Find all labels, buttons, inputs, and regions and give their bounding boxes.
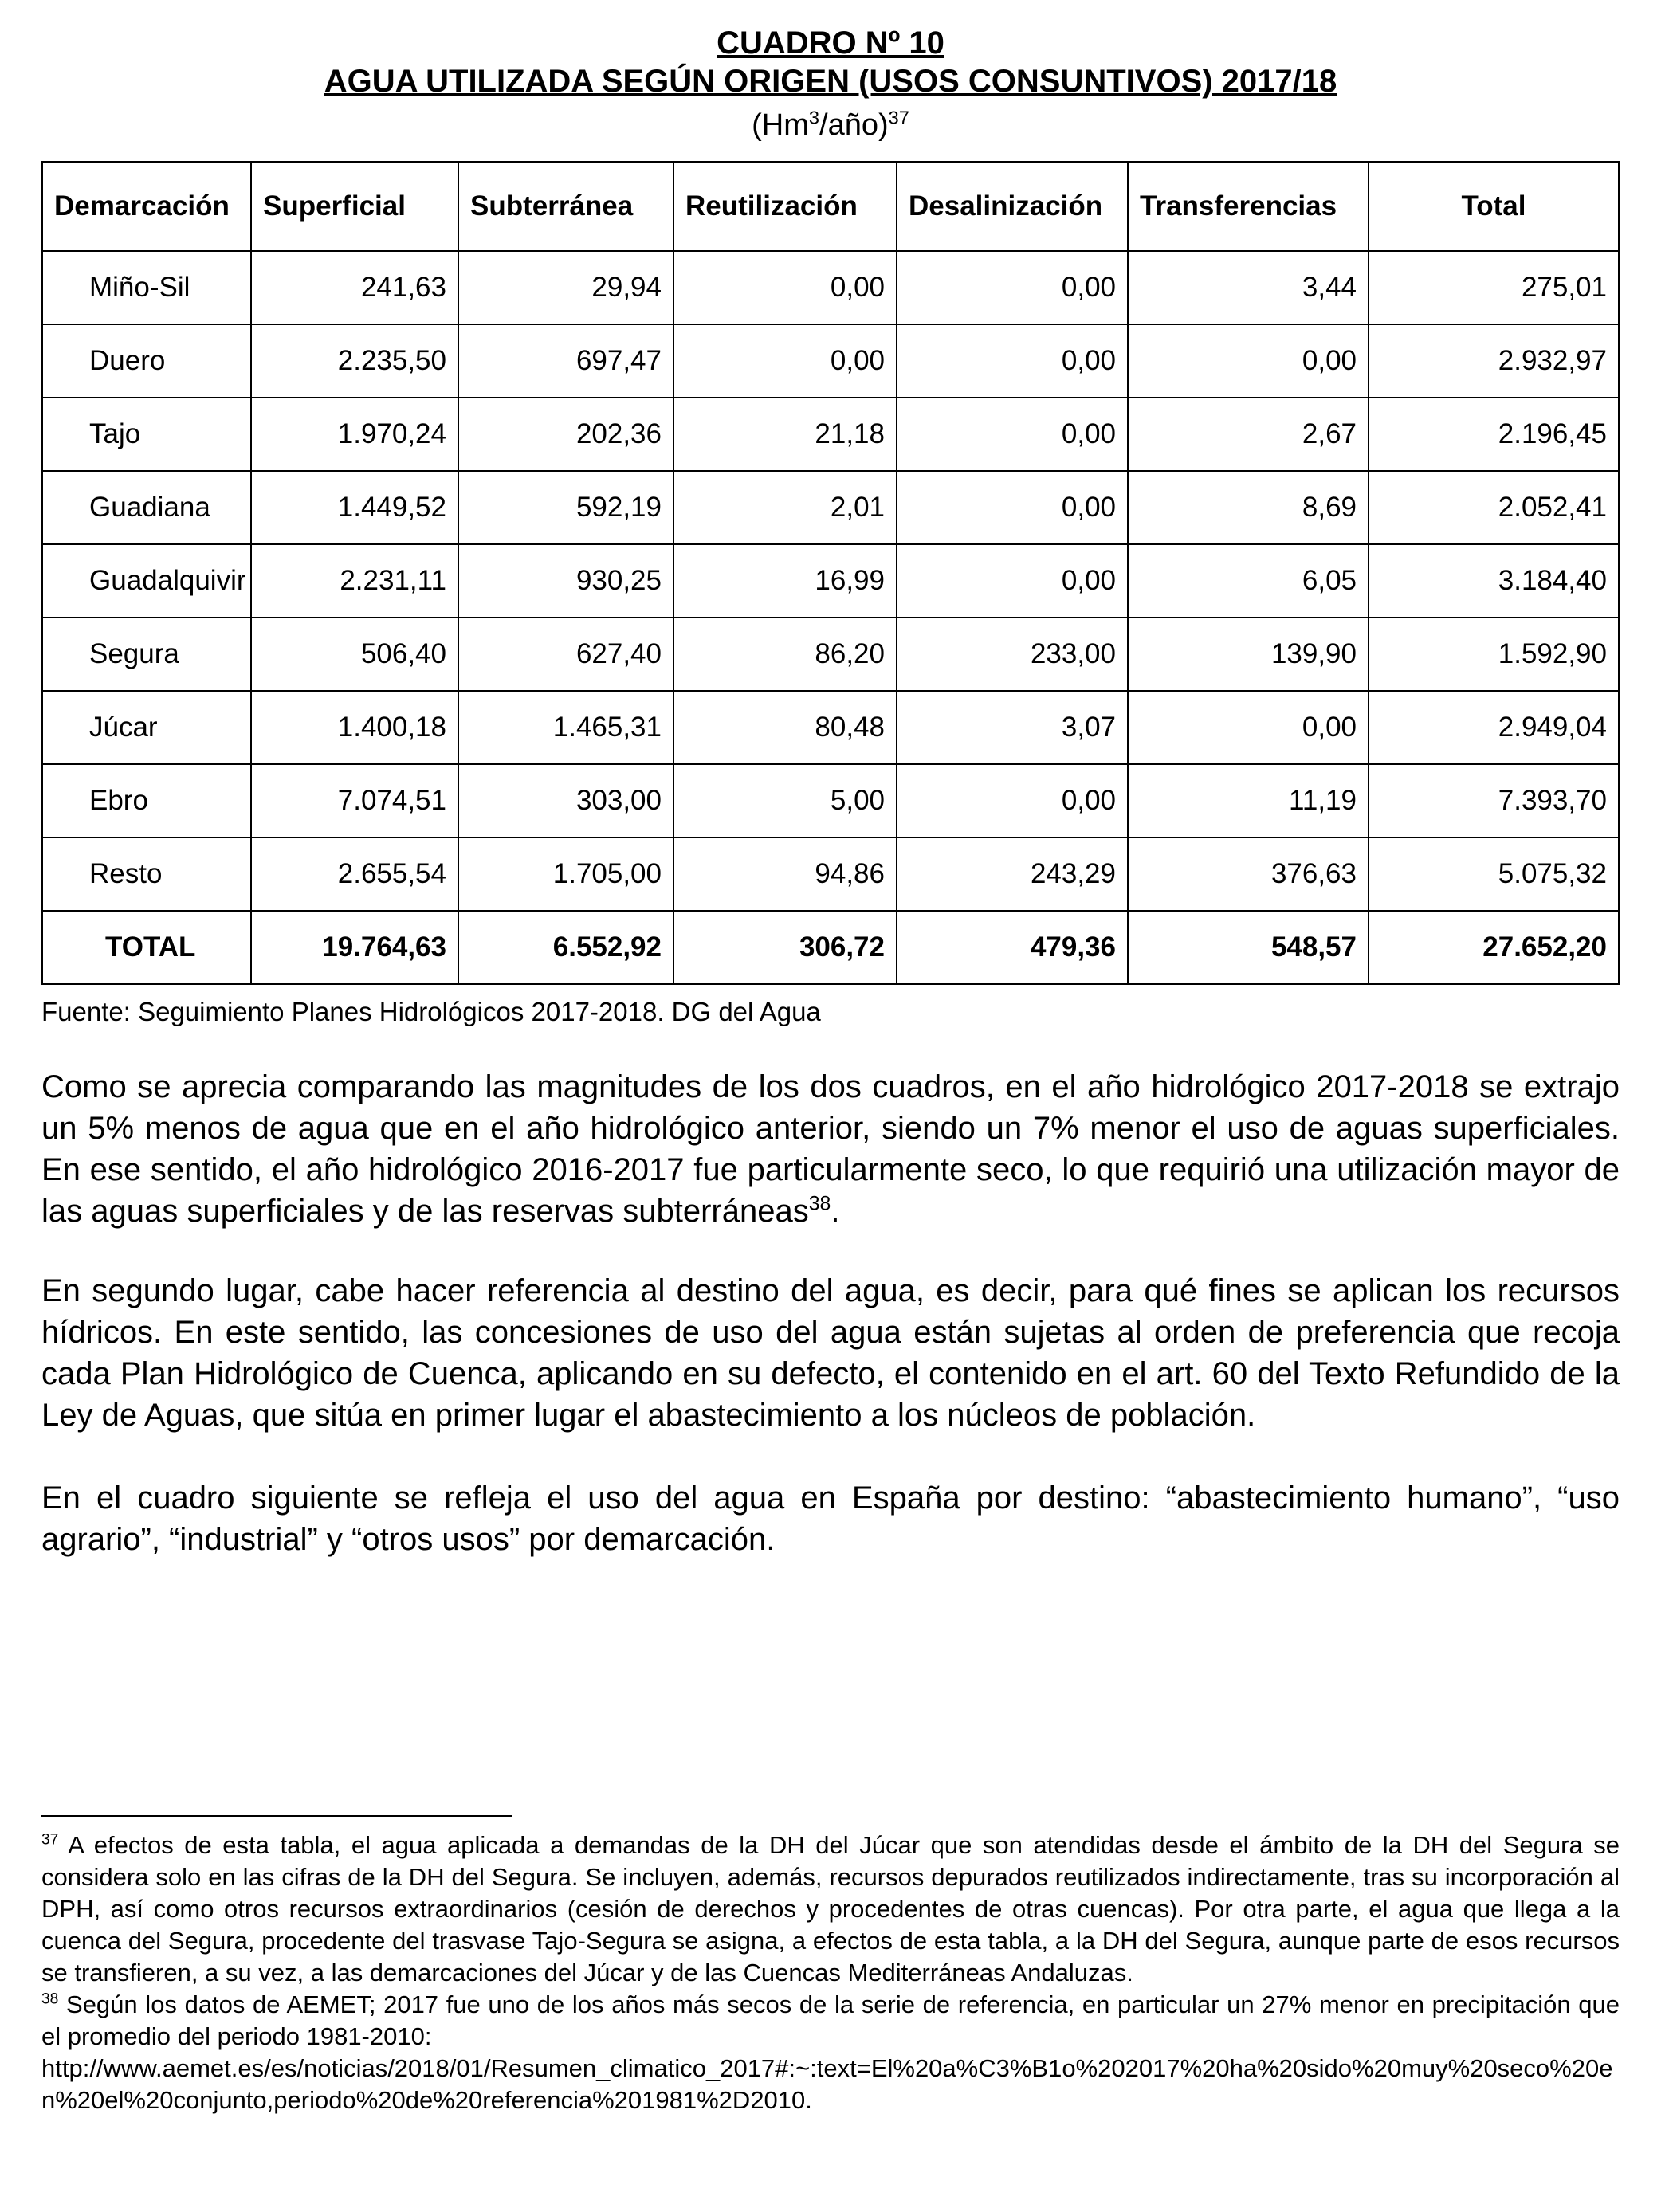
value-cell: 2,01 <box>673 471 897 544</box>
paragraph-next-table: En el cuadro siguiente se refleja el uso del agua en España por destino: “abastecimiento humano”, “uso agrario”, “industrial” y “otros usos” por demarcación. <box>41 1481 1620 1557</box>
value-cell: 303,00 <box>458 764 673 837</box>
value-cell: 16,99 <box>673 544 897 618</box>
column-header: Desalinización <box>897 162 1128 251</box>
value-cell: 376,63 <box>1128 837 1369 911</box>
paragraph-comparison: Como se aprecia comparando las magnitudes de los dos cuadros, en el año hidrológico 2017-2018 se extrajo un 5% menos de agua que en el año hidrológico anterior, siendo un 7% menor el uso de aguas superficiales. En ese sentido, el año hidrológico 2016-2017 fue particularmente seco, lo que requirió una utilización mayor de las aguas superficiales y de las reservas subterráneas$^{38}$. <box>41 1069 1620 1229</box>
value-cell: 19.764,63 <box>251 911 458 984</box>
value-cell: 80,48 <box>673 691 897 764</box>
value-cell: 29,94 <box>458 251 673 324</box>
value-cell: 243,29 <box>897 837 1128 911</box>
table-row <box>42 324 1619 398</box>
value-cell: 2.196,45 <box>1369 398 1619 471</box>
value-cell: 1.970,24 <box>251 398 458 471</box>
demarcation-cell: Resto <box>42 837 251 911</box>
document-page <box>41 24 1620 1560</box>
value-cell: 3,44 <box>1128 251 1369 324</box>
value-cell: 1.449,52 <box>251 471 458 544</box>
table-number-title: CUADRO Nº 10 <box>717 25 944 61</box>
value-cell: 2.235,50 <box>251 324 458 398</box>
aemet-link[interactable]: http://www.aemet.es/es/noticias/2018/01/Resumen_climatico_2017#:~:text=El%20a%C3%B1o%202017%20ha%20sido%20muy%20seco%20en%20el%20conjunto,periodo%20de%20referencia%201981%2D2010. <box>41 2054 1613 2114</box>
value-cell: 27.652,20 <box>1369 911 1619 984</box>
value-cell: 1.705,00 <box>458 837 673 911</box>
value-cell: 0,00 <box>897 544 1128 618</box>
value-cell: 6,05 <box>1128 544 1369 618</box>
footnotes <box>41 1830 1620 2116</box>
value-cell: 697,47 <box>458 324 673 398</box>
footnote-ref-38[interactable]: 38 <box>808 1193 831 1215</box>
column-header: Reutilización <box>673 162 897 251</box>
value-cell: 1.592,90 <box>1369 618 1619 691</box>
demarcation-cell: TOTAL <box>42 911 251 984</box>
value-cell: 5.075,32 <box>1369 837 1619 911</box>
demarcation-cell: Miño-Sil <box>42 251 251 324</box>
value-cell: 241,63 <box>251 251 458 324</box>
value-cell: 548,57 <box>1128 911 1369 984</box>
table-body <box>42 251 1619 984</box>
value-cell: 1.465,31 <box>458 691 673 764</box>
value-cell: 479,36 <box>897 911 1128 984</box>
value-cell: 86,20 <box>673 618 897 691</box>
paragraph-destination: En segundo lugar, cabe hacer referencia al destino del agua, es decir, para qué fines se aplican los recursos hídricos. En este sentido, las concesiones de uso del agua están sujetas al orden de preferencia que recoja cada Plan Hidrológico de Cuenca, aplicando en su defecto, el contenido en el art. 60 del Texto Refundido de la Ley de Aguas, que sitúa en primer lugar el abastecimiento a los núcleos de población. <box>41 1273 1620 1433</box>
value-cell: 5,00 <box>673 764 897 837</box>
value-cell: 2.949,04 <box>1369 691 1619 764</box>
table-row <box>42 471 1619 544</box>
footnote-37: $^{37}$ A efectos de esta tabla, el agua aplicada a demandas de la DH del Júcar que son atendidas desde el ámbito de la DH del Segura se considera solo en las cifras de la DH del Segura. Se incluyen, además, recursos depurados reutilizados indirectamente, tras su incorporación al DPH, así como otros recursos extraordinarios (cesión de derechos y procedentes de otras cuencas). Por otra parte, el agua que llega a la cuenca del Segura, procedente del trasvase Tajo-Segura se asigna, a efectos de esta tabla, a la DH del Segura, aunque parte de esos recursos se transfieren, a su vez, a las demarcaciones del Júcar y de las Cuencas Mediterráneas Andaluzas. <box>41 1831 1620 1986</box>
demarcation-cell: Tajo <box>42 398 251 471</box>
table-title: AGUA UTILIZADA SEGÚN ORIGEN (USOS CONSUNTIVOS) 2017/18 <box>324 64 1337 99</box>
demarcation-cell: Guadalquivir <box>42 544 251 618</box>
column-header: Superficial <box>251 162 458 251</box>
column-header: Demarcación <box>42 162 251 251</box>
value-cell: 1.400,18 <box>251 691 458 764</box>
value-cell: 2,67 <box>1128 398 1369 471</box>
table-source: Fuente: Seguimiento Planes Hidrológicos 2017-2018. DG del Agua <box>41 997 821 1026</box>
table-row <box>42 764 1619 837</box>
table-row <box>42 398 1619 471</box>
table-units: (Hm$^3$/año)$^{37}$ <box>752 107 909 142</box>
column-header: Subterránea <box>458 162 673 251</box>
value-cell: 0,00 <box>897 398 1128 471</box>
footnote-38: $^{38}$ Según los datos de AEMET; 2017 fue uno de los años más secos de la serie de referencia, en particular un 27% menor en precipitación que el promedio del periodo 1981-2010: <box>41 1990 1620 2050</box>
table-row <box>42 251 1619 324</box>
value-cell: 0,00 <box>897 764 1128 837</box>
value-cell: 139,90 <box>1128 618 1369 691</box>
table-row <box>42 837 1619 911</box>
value-cell: 0,00 <box>673 324 897 398</box>
demarcation-cell: Júcar <box>42 691 251 764</box>
demarcation-cell: Duero <box>42 324 251 398</box>
footnote-ref-37[interactable]: 37 <box>888 107 909 128</box>
footnote-separator <box>41 1815 512 1817</box>
value-cell: 506,40 <box>251 618 458 691</box>
demarcation-cell: Ebro <box>42 764 251 837</box>
water-origin-table <box>41 161 1620 985</box>
value-cell: 94,86 <box>673 837 897 911</box>
value-cell: 930,25 <box>458 544 673 618</box>
value-cell: 3.184,40 <box>1369 544 1619 618</box>
demarcation-cell: Guadiana <box>42 471 251 544</box>
table-row <box>42 691 1619 764</box>
table-total-row <box>42 911 1619 984</box>
value-cell: 21,18 <box>673 398 897 471</box>
value-cell: 0,00 <box>897 324 1128 398</box>
demarcation-cell: Segura <box>42 618 251 691</box>
column-header: Total <box>1369 162 1619 251</box>
value-cell: 7.393,70 <box>1369 764 1619 837</box>
column-header: Transferencias <box>1128 162 1369 251</box>
value-cell: 306,72 <box>673 911 897 984</box>
table-header-row <box>42 162 1619 251</box>
table-row <box>42 544 1619 618</box>
table-row <box>42 618 1619 691</box>
value-cell: 7.074,51 <box>251 764 458 837</box>
value-cell: 202,36 <box>458 398 673 471</box>
value-cell: 627,40 <box>458 618 673 691</box>
value-cell: 233,00 <box>897 618 1128 691</box>
value-cell: 3,07 <box>897 691 1128 764</box>
value-cell: 592,19 <box>458 471 673 544</box>
value-cell: 6.552,92 <box>458 911 673 984</box>
value-cell: 0,00 <box>1128 324 1369 398</box>
value-cell: 2.932,97 <box>1369 324 1619 398</box>
value-cell: 275,01 <box>1369 251 1619 324</box>
value-cell: 0,00 <box>673 251 897 324</box>
value-cell: 0,00 <box>1128 691 1369 764</box>
value-cell: 0,00 <box>897 251 1128 324</box>
value-cell: 2.231,11 <box>251 544 458 618</box>
value-cell: 11,19 <box>1128 764 1369 837</box>
value-cell: 8,69 <box>1128 471 1369 544</box>
value-cell: 2.655,54 <box>251 837 458 911</box>
value-cell: 0,00 <box>897 471 1128 544</box>
value-cell: 2.052,41 <box>1369 471 1619 544</box>
